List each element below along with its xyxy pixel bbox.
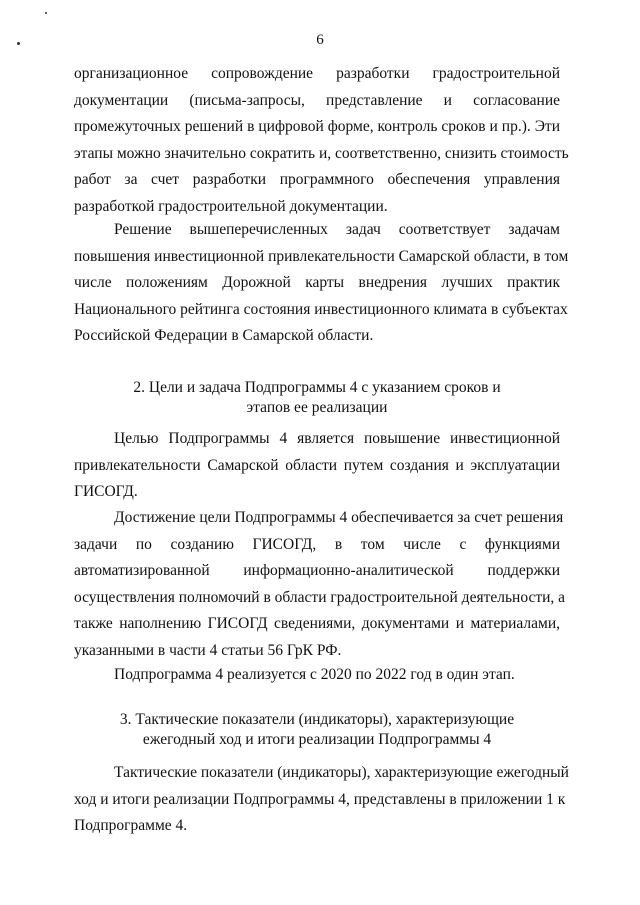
heading-line: 3. Тактические показатели (индикаторы), характеризующие <box>119 711 515 728</box>
text-line: Целью Подпрограммы 4 является повышение инвестиционной <box>114 430 560 447</box>
paragraph-achievement <box>74 505 566 665</box>
text-line: разработкой градостроительной документации. <box>74 197 388 215</box>
paragraph-continuation <box>74 61 569 221</box>
text-line: Национального рейтинга состояния инвестиционного климата в субъектах <box>74 300 568 318</box>
text-line: также наполнению ГИСОГД сведениями, документами и материалами, <box>74 615 560 633</box>
section-heading-goals <box>74 378 560 418</box>
page-number: 6 <box>316 32 324 48</box>
text-line: числе положениям Дорожной карты внедрения лучших практик <box>74 274 560 292</box>
paragraph-goal <box>74 426 560 506</box>
paragraph-tasks <box>74 217 569 350</box>
text-line: Подпрограмма 4 реализуется с 2020 по 2022 год в один этап. <box>114 666 515 683</box>
text-line: Тактические показатели (индикаторы), характеризующие ежегодный <box>114 764 569 781</box>
text-line: Решение вышеперечисленных задач соответствует задачам <box>114 221 560 238</box>
text-line: задачи по созданию ГИСОГД, в том числе с функциями <box>74 535 560 553</box>
text-line: автоматизированной информационно-аналитической поддержки <box>74 562 560 580</box>
scan-speck <box>45 12 47 14</box>
text-line: ГИСОГД. <box>74 483 138 501</box>
heading-line: этапов ее реализации <box>246 399 388 416</box>
text-line: организационное сопровождение разработки градостроительной <box>74 65 560 82</box>
section-heading-indicators <box>74 710 560 750</box>
text-line: указанными в части 4 статьи 56 ГрК РФ. <box>74 641 342 659</box>
heading-line: ежегодный ход и итоги реализации Подпрограммы 4 <box>142 731 492 748</box>
text-line: Российской Федерации в Самарской области. <box>74 327 374 345</box>
text-line: промежуточных решений в цифровой форме, контроль сроков и пр.). Эти <box>74 118 560 136</box>
heading-line: 2. Цели и задача Подпрограммы 4 с указанием сроков и <box>133 379 501 396</box>
text-line: привлекательности Самарской области путем создания и эксплуатации <box>74 456 560 474</box>
paragraph-indicators <box>74 760 569 840</box>
text-line: ход и итоги реализации Подпрограммы 4, представлены в приложении 1 к <box>74 790 566 808</box>
text-line: повышения инвестиционной привлекательности Самарской области, в том <box>74 247 569 265</box>
text-line: этапы можно значительно сократить и, соответственно, снизить стоимость <box>74 144 569 162</box>
text-line: Достижение цели Подпрограммы 4 обеспечивается за счет решения <box>114 509 564 526</box>
text-line: работ за счет разработки программного обеспечения управления <box>74 171 560 189</box>
paragraph-period <box>74 662 560 689</box>
text-line: Подпрограмме 4. <box>74 817 188 835</box>
text-line: документации (письма-запросы, представление и согласование <box>74 91 560 109</box>
text-line: осуществления полномочий в области градостроительной деятельности, а <box>74 588 566 606</box>
